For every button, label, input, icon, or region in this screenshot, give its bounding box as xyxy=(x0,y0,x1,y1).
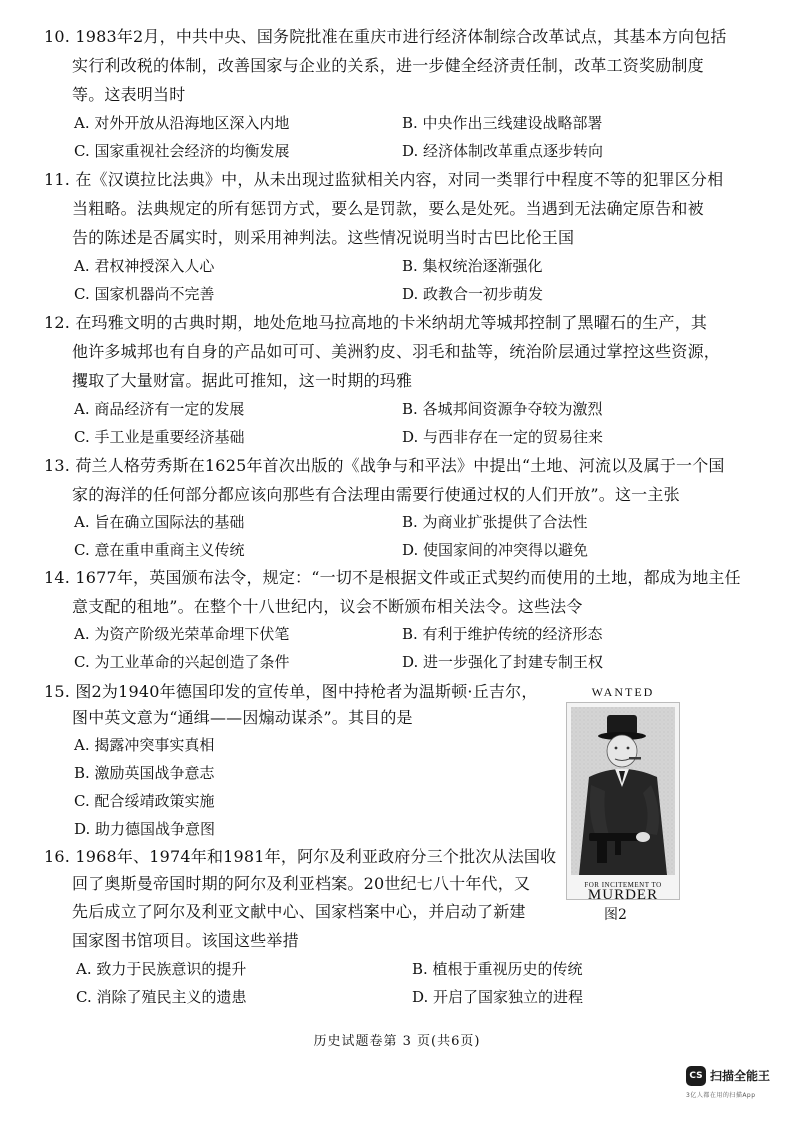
question-10-option-b: B. 中央作出三线建设战略部署 xyxy=(402,114,603,132)
figure-caption: 图2 xyxy=(604,907,627,923)
wanted-poster-murder: MURDER xyxy=(587,887,659,903)
watermark-title: 扫描全能王 xyxy=(710,1069,771,1083)
question-15-option-d: D. 助力德国战争意图 xyxy=(74,820,216,838)
question-10-option-c: C. 国家重视社会经济的均衡发展 xyxy=(74,142,290,160)
question-13-option-b: B. 为商业扩张提供了合法性 xyxy=(402,513,588,531)
scanner-watermark xyxy=(686,1064,794,1114)
question-12-line-2: 他许多城邦也有自身的产品如可可、美洲豹皮、羽毛和盐等，统治阶层通过掌控这些资源， xyxy=(72,342,721,361)
question-11-line-1: 11. 在《汉谟拉比法典》中，从未出现过监狱相关内容，对同一类罪行中程度不等的犯罪区分相 xyxy=(44,170,724,189)
question-13-line-2: 家的海洋的任何部分都应该向那些有合法理由需要行使通过权的人们开放”。这一主张 xyxy=(72,485,680,504)
question-13-line-1: 13. 荷兰人格劳秀斯在1625年首次出版的《战争与和平法》中提出“土地、河流以及属于一个国 xyxy=(44,456,725,475)
question-12-option-a: A. 商品经济有一定的发展 xyxy=(74,400,245,418)
question-15-option-b: B. 激励英国战争意志 xyxy=(74,764,215,782)
watermark-subtitle: 3亿人都在用的扫描App xyxy=(686,1092,756,1099)
wanted-poster-subtitle: FOR INCITEMENT TO xyxy=(584,881,662,889)
question-14-option-b: B. 有利于维护传统的经济形态 xyxy=(402,625,603,643)
question-16-line-2: 回了奥斯曼帝国时期的阿尔及利亚档案。20世纪七八十年代，又 xyxy=(72,874,531,893)
question-15-line-1: 15. 图2为1940年德国印发的宣传单，图中持枪者为温斯顿·丘吉尔， xyxy=(44,682,538,701)
question-16-option-c: C. 消除了殖民主义的遗患 xyxy=(76,988,247,1006)
question-11-option-a: A. 君权神授深入人心 xyxy=(74,257,215,275)
question-11-option-c: C. 国家机器尚不完善 xyxy=(74,285,215,303)
churchill-photo xyxy=(571,707,675,875)
question-11-option-d: D. 政教合一初步萌发 xyxy=(402,285,544,303)
question-16-option-a: A. 致力于民族意识的提升 xyxy=(76,960,247,978)
question-10-line-1: 10. 1983年2月，中共中央、国务院批准在重庆市进行经济体制综合改革试点，其基本方向包括 xyxy=(44,27,727,46)
question-14-option-d: D. 进一步强化了封建专制王权 xyxy=(402,653,604,671)
question-10-line-2: 实行利改税的体制，改善国家与企业的关系，进一步健全经济责任制，改革工资奖励制度 xyxy=(72,56,704,75)
wanted-poster-title: WANTED xyxy=(591,685,655,699)
question-14-line-1: 14. 1677年，英国颁布法令，规定：“一切不是根据文件或正式契约而使用的土地，都成为地主任 xyxy=(44,568,741,587)
question-12-option-b: B. 各城邦间资源争夺较为激烈 xyxy=(402,400,603,418)
question-10-option-d: D. 经济体制改革重点逐步转向 xyxy=(402,142,604,160)
question-12-option-c: C. 手工业是重要经济基础 xyxy=(74,428,245,446)
question-16-line-4: 国家图书馆项目。该国这些举措 xyxy=(72,931,299,950)
question-14-line-2: 意支配的租地”。在整个十八世纪内，议会不断颁布相关法令。这些法令 xyxy=(72,597,583,616)
question-12-option-d: D. 与西非存在一定的贸易往来 xyxy=(402,428,604,446)
question-14-option-a: A. 为资产阶级光荣革命埋下伏笔 xyxy=(74,625,290,643)
question-11-line-3: 告的陈述是否属实时，则采用神判法。这些情况说明当时古巴比伦王国 xyxy=(72,228,575,247)
question-12-line-1: 12. 在玛雅文明的古典时期，地处危地马拉高地的卡米纳胡尤等城邦控制了黑曜石的生产，其 xyxy=(44,313,708,332)
question-13-option-c: C. 意在重申重商主义传统 xyxy=(74,541,245,559)
question-16-option-b: B. 植根于重视历史的传统 xyxy=(412,960,583,978)
question-13-option-d: D. 使国家间的冲突得以避免 xyxy=(402,541,589,559)
question-10-option-a: A. 对外开放从沿海地区深入内地 xyxy=(74,114,290,132)
question-14-option-c: C. 为工业革命的兴起创造了条件 xyxy=(74,653,290,671)
question-16-line-1: 16. 1968年、1974年和1981年，阿尔及利亚政府分三个批次从法国收 xyxy=(44,847,557,866)
wanted-poster-figure xyxy=(566,685,680,903)
question-15-option-a: A. 揭露冲突事实真相 xyxy=(74,736,215,754)
page-footer: 历史试题卷第 3 页(共6页) xyxy=(313,1034,481,1049)
question-15-line-2: 图中英文意为“通缉——因煽动谋杀”。其目的是 xyxy=(72,708,413,727)
camscanner-icon: CS xyxy=(686,1066,706,1086)
question-16-line-3: 先后成立了阿尔及利亚文献中心、国家档案中心，并启动了新建 xyxy=(72,902,526,921)
question-10-line-3: 等。这表明当时 xyxy=(72,85,186,104)
question-11-option-b: B. 集权统治逐渐强化 xyxy=(402,257,543,275)
question-16-option-d: D. 开启了国家独立的进程 xyxy=(412,988,584,1006)
question-13-option-a: A. 旨在确立国际法的基础 xyxy=(74,513,245,531)
question-15-option-c: C. 配合绥靖政策实施 xyxy=(74,792,215,810)
question-11-line-2: 当粗略。法典规定的所有惩罚方式，要么是罚款，要么是处死。当遇到无法确定原告和被 xyxy=(72,199,704,218)
question-12-line-3: 攫取了大量财富。据此可推知，这一时期的玛雅 xyxy=(72,371,413,390)
